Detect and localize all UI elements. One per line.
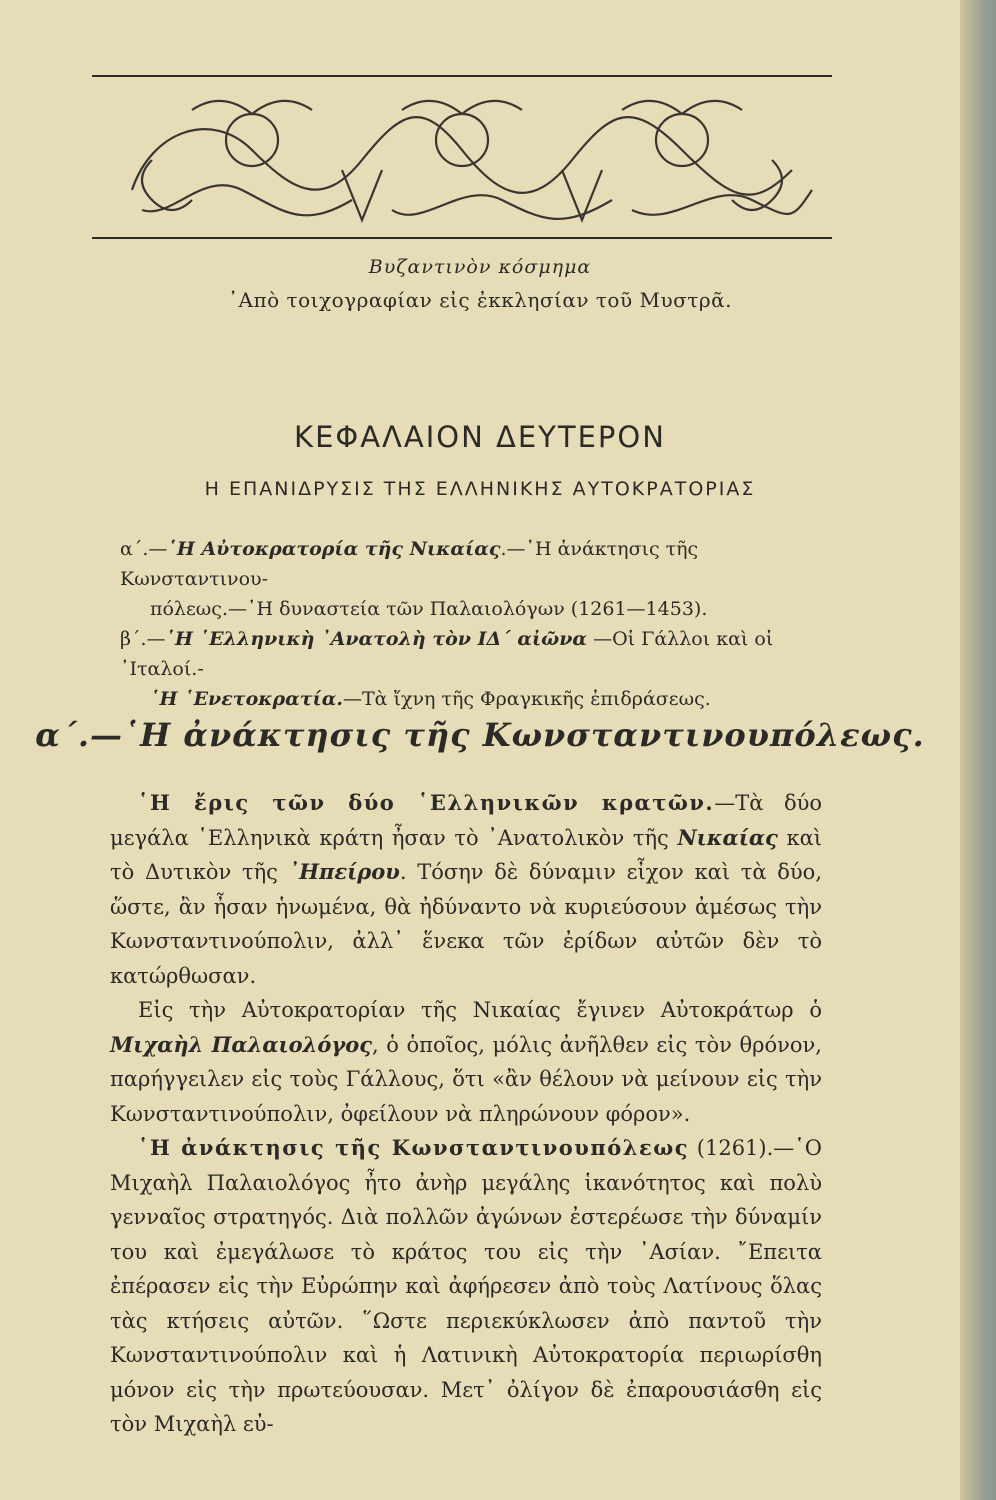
paragraph-1: [110, 786, 822, 993]
chapter-title: ΚΕΦΑΛΑΙΟΝ ΔΕΥΤΕΡΟΝ: [294, 420, 666, 454]
paragraph-2: [110, 993, 822, 1131]
paragraph-3-heading: ῾Η ἀνάκτησις τῆς Κωνσταντινουπόλεως: [138, 1135, 689, 1160]
paragraph-2-a: Εἰς τὴν Αὐτοκρατορίαν τῆς Νικαίας ἔγινεν Αὐτοκράτωρ ὁ: [138, 998, 822, 1022]
summary-line-b2: [120, 684, 840, 714]
chapter-summary: [120, 534, 840, 714]
summary-line-b1: [120, 624, 840, 684]
paragraph-1-b: καὶ τὸ Δυτικὸν τῆς: [110, 825, 823, 884]
summary-b-rest: —Οἱ Γάλλοι καὶ οἱ ᾿Ιταλοί.-: [120, 628, 774, 680]
paragraph-1-a: —Τὰ δύο μεγάλα ῾Ελληνικὰ κράτη ἦσαν τὸ ᾿Ανατολικὸν τῆς: [110, 791, 822, 850]
summary-line-a2: πόλεως.—῾Η δυναστεία τῶν Παλαιολόγων (1261—1453).: [150, 598, 708, 620]
body-text: [110, 786, 822, 1442]
paragraph-1-name-2: ᾿Ηπείρου: [288, 859, 400, 884]
paragraph-2-name: Μιχαὴλ Παλαιολόγος: [110, 1031, 373, 1057]
section-title: α΄.—῾Η ἀνάκτησις τῆς Κωνσταντινουπόλεως.: [35, 716, 925, 754]
paragraph-3: [110, 1131, 822, 1442]
summary-b-mark: β΄.—: [120, 628, 166, 650]
summary-b2-bold: ῾Η ῾Ενετοκρατία.: [150, 688, 343, 710]
paragraph-1-c: . Τόσην δὲ δύναμιν εἶχον καὶ τὰ δύο, ὥστε, ἂν ἦσαν ἡνωμένα, θὰ ἠδύναντο νὰ κυριεύσουν ἀμέσως τὴν Κωνσταντινούπολιν, ἀλλ᾿ ἕνεκα τῶν ἐρίδων αὐτῶν δὲν τὸ κατώρθωσαν.: [110, 860, 822, 988]
summary-b-bold: ῾Η ῾Ελληνικὴ ᾿Ανατολὴ τὸν ΙΔ΄ αἰῶνα: [165, 628, 588, 650]
page-edge: [960, 0, 996, 1500]
ornament-caption: Βυζαντινὸν κόσμημα: [368, 256, 592, 278]
summary-line-a1: [120, 534, 840, 594]
summary-a-bold: ῾Η Αὐτοκρατορία τῆς Νικαίας: [167, 538, 501, 560]
paragraph-3-a: (1261).—῾Ο Μιχαὴλ Παλαιολόγος ἦτο ἀνὴρ μεγάλης ἱκανότητος καὶ πολὺ γενναῖος στρατηγός. Διὰ πολλῶν ἀγώνων ἐστερέωσε τὴν δύναμίν του καὶ ἐμεγάλωσε τὸ κράτος του εἰς τὴν ᾿Ασίαν. ῎Επειτα ἐπέρασεν εἰς τὴν Εὐρώπην καὶ ἀφήρεσεν ἀπὸ τοὺς Λατίνους ὅλας τὰς κτήσεις αὐτῶν. ῞Ωστε περιεκύκλωσεν ἀπὸ παντοῦ τὴν Κωνσταντινούπολιν καὶ ἡ Λατινικὴ Αὐτοκρατορία περιωρίσθη μόνον εἰς τὴν πρωτεύουσαν. Μετ᾿ ὀλίγον δὲ ἐπαρουσιάσθη εἰς τὸν Μιχαὴλ εὐ-: [110, 1136, 823, 1436]
summary-a-rest: .—῾Η ἀνάκτησις τῆς Κωνσταντινου-: [120, 538, 699, 590]
summary-a-mark: α΄.—: [120, 538, 168, 560]
paragraph-1-heading: ῾Η ἔρις τῶν δύο ῾Ελληνικῶν κρατῶν.: [138, 790, 715, 815]
summary-b2-rest: —Τὰ ἴχνη τῆς Φραγκικῆς ἐπιδράσεως.: [342, 688, 711, 710]
paragraph-2-b: , ὁ ὁποῖος, μόλις ἀνῆλθεν εἰς τὸν θρόνον, παρήγγειλεν εἰς τοὺς Γάλλους, ὅτι «ἂν θέλουν νὰ μείνουν εἰς τὴν Κωνσταντινούπολιν, ὀφείλουν νὰ πληρώνουν φόρον».: [110, 1032, 822, 1126]
chapter-subtitle: Η ΕΠΑΝΙΔΡΥΣΙΣ ΤΗΣ ΕΛΛΗΝΙΚΗΣ ΑΥΤΟΚΡΑΤΟΡΙΑΣ: [204, 478, 756, 500]
paragraph-1-name-1: Νικαίας: [677, 824, 778, 850]
ornament-source: ᾿Απὸ τοιχογραφίαν εἰς ἐκκλησίαν τοῦ Μυστρᾶ.: [228, 288, 732, 312]
byzantine-ornament: [92, 70, 832, 246]
